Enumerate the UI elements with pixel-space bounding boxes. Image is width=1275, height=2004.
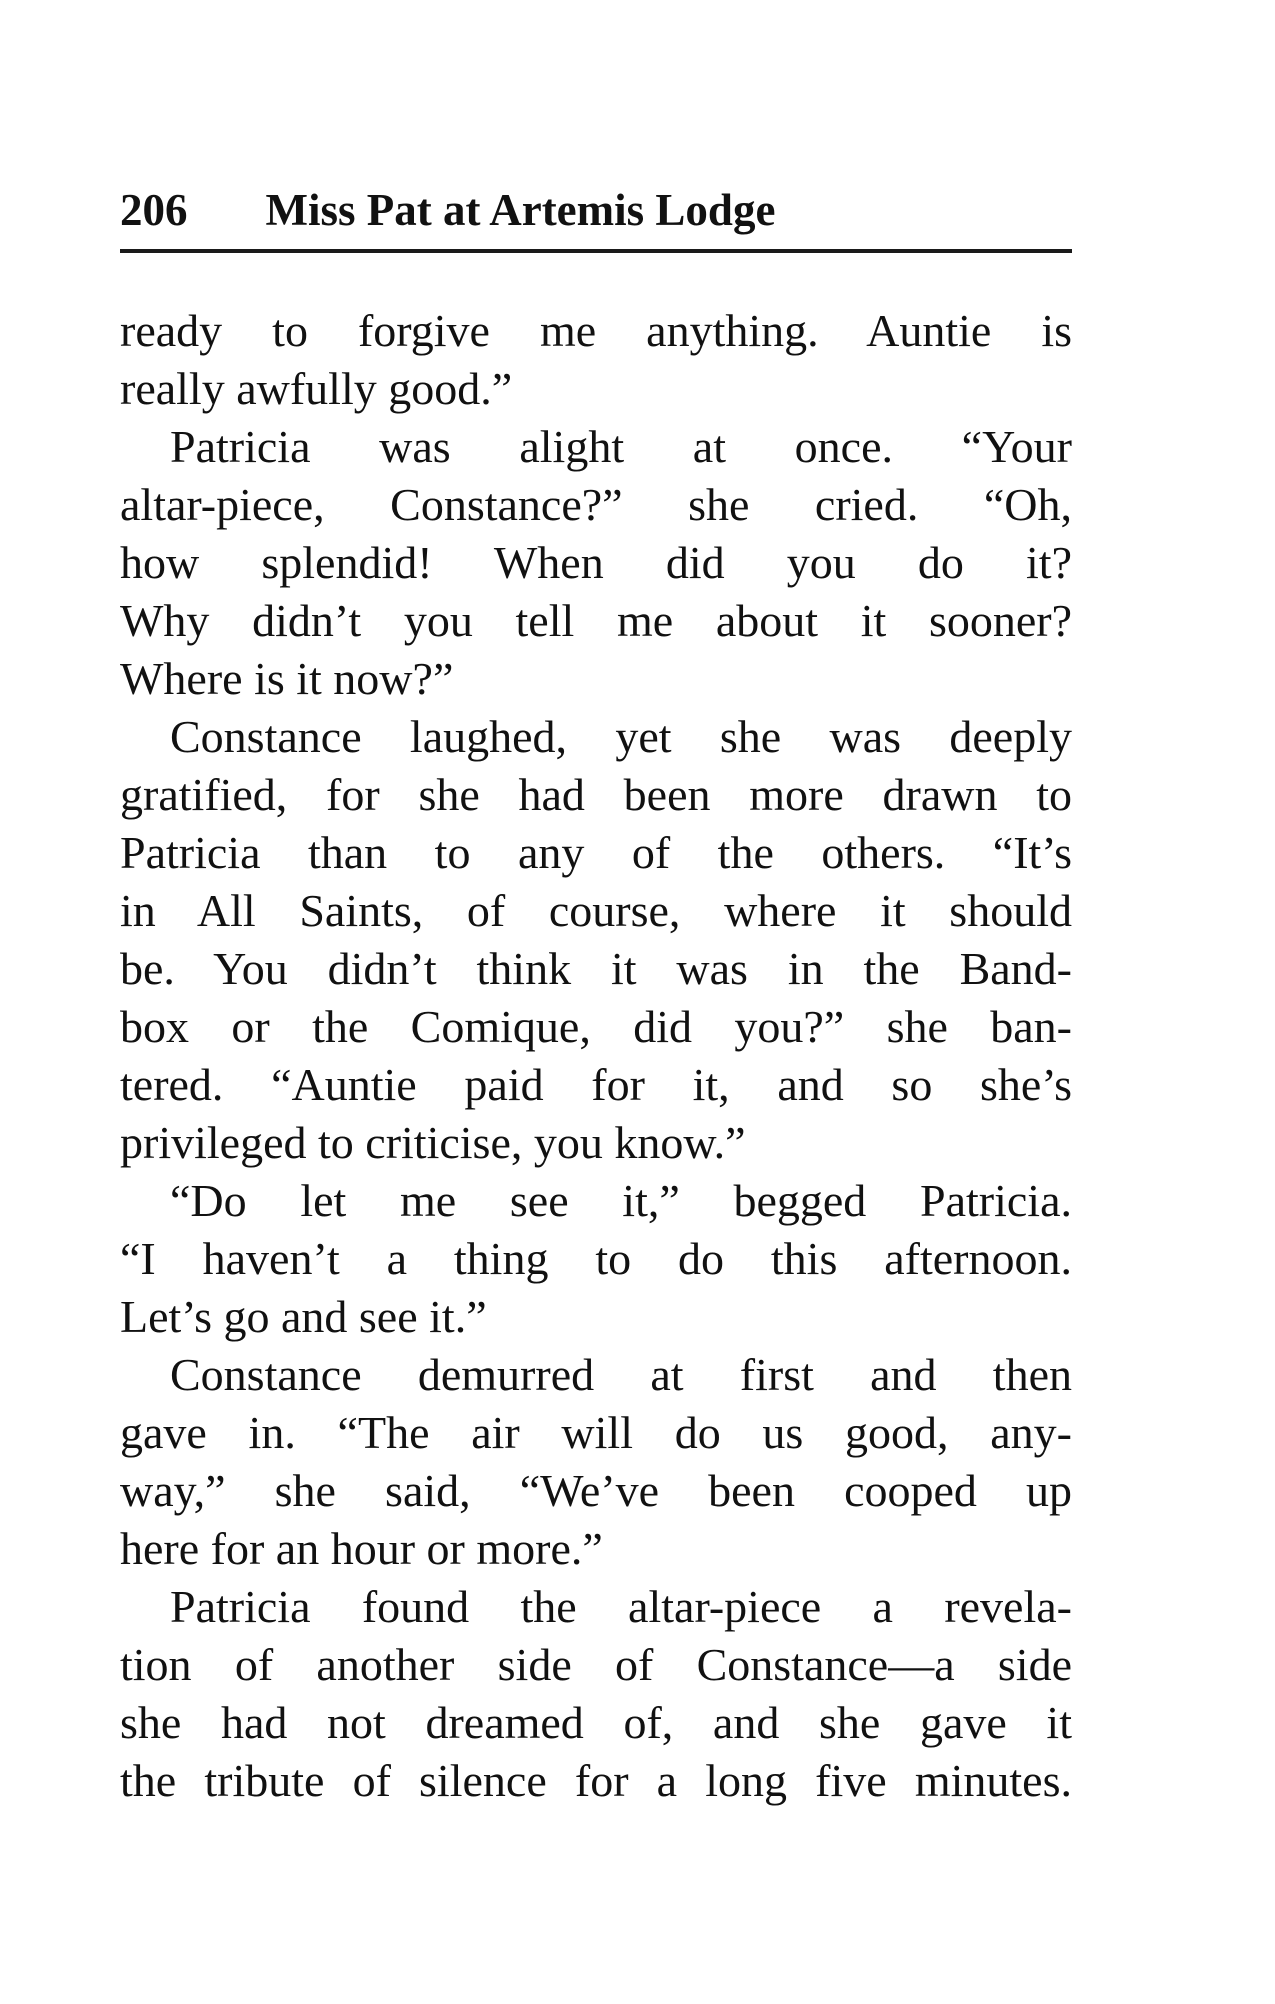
text-line: Why didn’t you tell me about it sooner?: [120, 595, 1072, 646]
text-line: here for an hour or more.”: [120, 1523, 603, 1574]
header-rule: [120, 249, 1072, 253]
text-line: tered. “Auntie paid for it, and so she’s: [120, 1059, 1072, 1110]
text-line: “I haven’t a thing to do this afternoon.: [120, 1233, 1072, 1284]
text-line: tion of another side of Constance—a side: [120, 1639, 1072, 1690]
text-line: the tribute of silence for a long five minutes.: [120, 1755, 1072, 1806]
running-title: Miss Pat at Artemis Lodge: [265, 185, 776, 235]
text-line: gratified, for she had been more drawn to: [120, 769, 1072, 820]
text-line: box or the Comique, did you?” she ban-: [120, 1001, 1072, 1052]
running-head: [120, 180, 1070, 240]
text-line: gave in. “The air will do us good, any-: [120, 1407, 1072, 1458]
text-line: Patricia found the altar-piece a revela-: [170, 1581, 1072, 1632]
text-line: “Do let me see it,” begged Patricia.: [170, 1175, 1072, 1226]
text-line: Let’s go and see it.”: [120, 1291, 487, 1342]
text-line: way,” she said, “We’ve been cooped up: [120, 1465, 1072, 1516]
text-line: she had not dreamed of, and she gave it: [120, 1697, 1072, 1748]
page-number: 206: [120, 185, 188, 235]
text-line: altar-piece, Constance?” she cried. “Oh,: [120, 479, 1072, 530]
text-line: really awfully good.”: [120, 363, 513, 414]
text-line: be. You didn’t think it was in the Band-: [120, 943, 1072, 994]
text-line: Where is it now?”: [120, 653, 454, 704]
text-line: Constance demurred at first and then: [170, 1349, 1072, 1400]
text-line: Patricia than to any of the others. “It’s: [120, 827, 1072, 878]
text-line: in All Saints, of course, where it should: [120, 885, 1072, 936]
text-line: how splendid! When did you do it?: [120, 537, 1072, 588]
text-line: privileged to criticise, you know.”: [120, 1117, 746, 1168]
text-line: ready to forgive me anything. Auntie is: [120, 305, 1072, 356]
text-line: Constance laughed, yet she was deeply: [170, 711, 1072, 762]
body-text: [120, 302, 1072, 1810]
text-line: Patricia was alight at once. “Your: [170, 421, 1072, 472]
